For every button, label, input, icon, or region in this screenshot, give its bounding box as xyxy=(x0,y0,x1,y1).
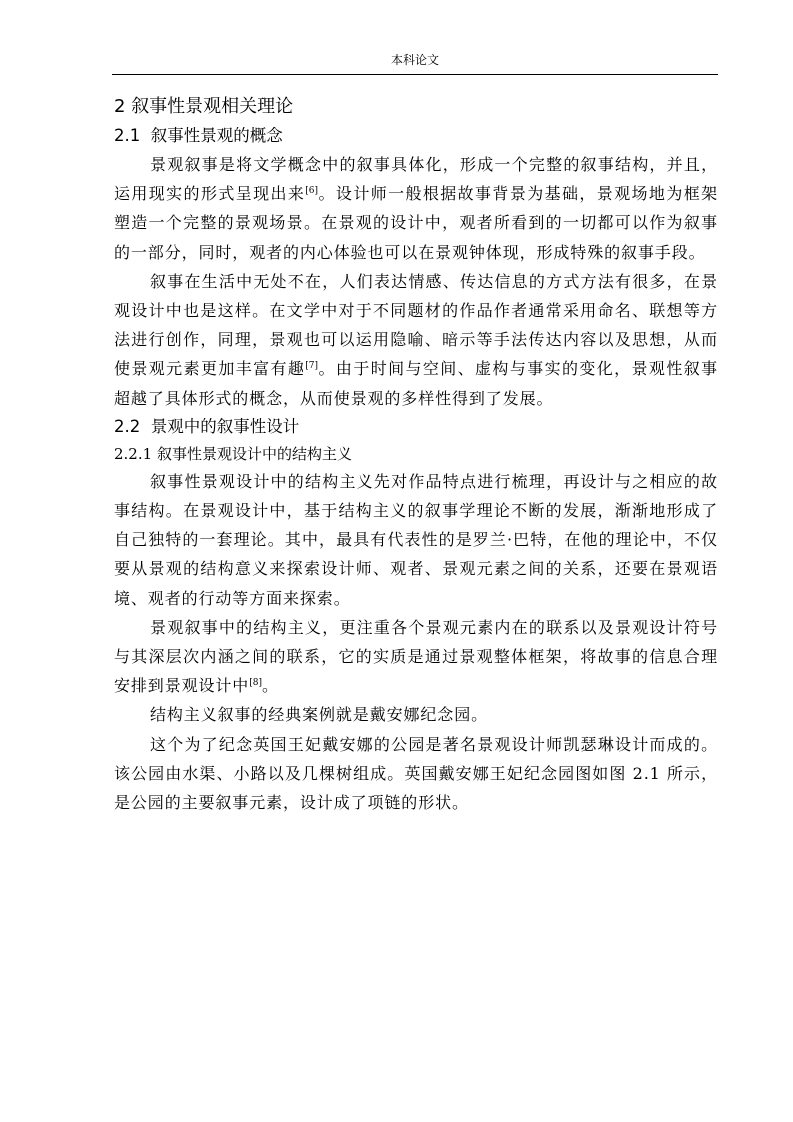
section-2-1-number: 2.1 xyxy=(114,126,141,145)
citation-6: [6] xyxy=(305,186,319,197)
paragraph-diana-memorial: 这个为了纪念英国王妃戴安娜的公园是著名景观设计师凯瑟琳设计而成的。该公园由水渠、小路以及几棵树组成。英国戴安娜王妃纪念园图如图 2.1 所示，是公园的主要叙事元素，设计成了项链的形状。 xyxy=(114,734,718,813)
citation-8: [8] xyxy=(249,678,262,689)
page-header xyxy=(112,50,718,75)
paragraph-structuralism-focus xyxy=(114,613,718,701)
paragraph-narrative-everywhere xyxy=(114,267,718,413)
paragraph-text: 景观叙事中的结构主义，更注重各个景观元素内在的联系以及景观设计符号与其深层次内涵之间的联系，它的实质是通过景观整体框架，将故事的信息合理安排到景观设计中 xyxy=(114,617,718,696)
section-2-2-number: 2.2 xyxy=(114,416,141,436)
chapter-number: 2 xyxy=(114,96,126,117)
section-2-1-title: 叙事性景观的概念 xyxy=(150,126,283,145)
paragraph-landscape-narrative-definition xyxy=(114,150,718,267)
section-2-2-heading xyxy=(114,413,718,441)
paragraph-text: 。设计师一般根据故事背景为基础，景观场地为框架塑造一个完整的景观场景。在景观的设计中，观者所看到的一切都可以作为叙事的一部分，同时，观者的内心体验也可以在景观钟体现，形成特殊的叙事手段。 xyxy=(114,184,719,262)
section-2-2-1-title: 叙事性景观设计中的结构主义 xyxy=(156,444,352,463)
section-2-2-1-heading xyxy=(114,441,718,467)
paragraph-classic-case: 结构主义叙事的经典案例就是戴安娜纪念园。 xyxy=(150,705,489,725)
paragraph-text: 。 xyxy=(261,676,279,696)
section-2-2-1-number: 2.2.1 xyxy=(114,444,153,463)
header-title: 本科论文 xyxy=(390,53,439,67)
paragraph-text: 景观叙事是将文学概念中的叙事具体化，形成一个完整的叙事结构，并且，运用现实的形式呈现出来 xyxy=(114,155,718,204)
paragraph-text: 。由于时间与空间、虚构与事实的变化，景观性叙事超越了具体形式的概念，从而使景观的多样性得到了发展。 xyxy=(114,359,719,408)
section-2-1-heading xyxy=(114,122,718,150)
chapter-title: 叙事性景观相关理论 xyxy=(131,96,294,117)
citation-7: [7] xyxy=(305,361,319,372)
paragraph-text: 叙事在生活中无处不在，人们表达情感、传达信息的方式方法有很多，在景观设计中也是这样。在文学中对于不同题材的作品作者通常采用命名、联想等方法进行创作，同理，景观也可以运用隐喻、暗示等手法传达内容以及思想，从而使景观元素更加丰富有趣 xyxy=(114,271,718,379)
section-2-2-title: 景观中的叙事性设计 xyxy=(150,416,300,436)
paragraph-structuralism-intro: 叙事性景观设计中的结构主义先对作品特点进行梳理，再设计与之相应的故事结构。在景观设计中，基于结构主义的叙事学理论不断的发展，渐渐地形成了自己独特的一套理论。其中，最具有代表性的是罗兰·巴特，在他的理论中，不仅要从景观的结构意义来探索设计师、观者、景观元素之间的关系，还要在景观语境、观者的行动等方面来探索。 xyxy=(114,471,718,608)
chapter-heading xyxy=(114,92,718,122)
document-body xyxy=(114,92,718,817)
